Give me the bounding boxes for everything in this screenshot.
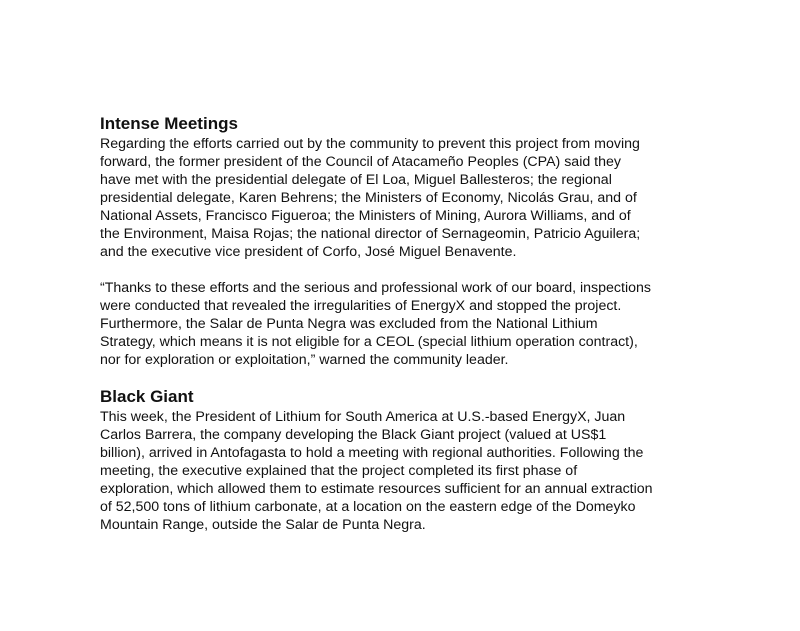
section-heading-black-giant: Black Giant <box>100 387 194 406</box>
document-page <box>100 114 705 534</box>
paragraph-meetings-list: Regarding the efforts carried out by the community to prevent this project from moving forward, the former president of the Council of Atacameño Peoples (CPA) said they have met with the presidential delegate of El Loa, Miguel Ballesteros; the regional presidential delegate, Karen Behrens; the Ministers of Economy, Nicolás Grau, and of National Assets, Francisco Figueroa; the Ministers of Mining, Aurora Williams, and of the Environment, Maisa Rojas; the national director of Sernageomin, Patricio Aguilera; and the executive vice president of Corfo, José Miguel Benavente. <box>100 136 641 260</box>
section-heading-intense-meetings: Intense Meetings <box>100 114 238 133</box>
paragraph-spacer <box>100 261 705 279</box>
section-spacer <box>100 369 705 387</box>
paragraph-community-quote: “Thanks to these efforts and the serious and professional work of our board, inspections were conducted that revealed the irregularities of EnergyX and stopped the project. Furthermore, the Salar de Punta Negra was excluded from the National Lithium Strategy, which means it is not eligible for a CEOL (special lithium operation contract), nor for exploration or exploitation,” warned the community leader. <box>100 280 651 368</box>
paragraph-black-giant: This week, the President of Lithium for South America at U.S.-based EnergyX, Juan Carlos Barrera, the company developing the Black Giant project (valued at US$1 billion), arrived in Antofagasta to hold a meeting with regional authorities. Following the meeting, the executive explained that the project completed its first phase of exploration, which allowed them to estimate resources sufficient for an annual extraction of 52,500 tons of lithium carbonate, at a location on the eastern edge of the Domeyko Mountain Range, outside the Salar de Punta Negra. <box>100 409 653 533</box>
